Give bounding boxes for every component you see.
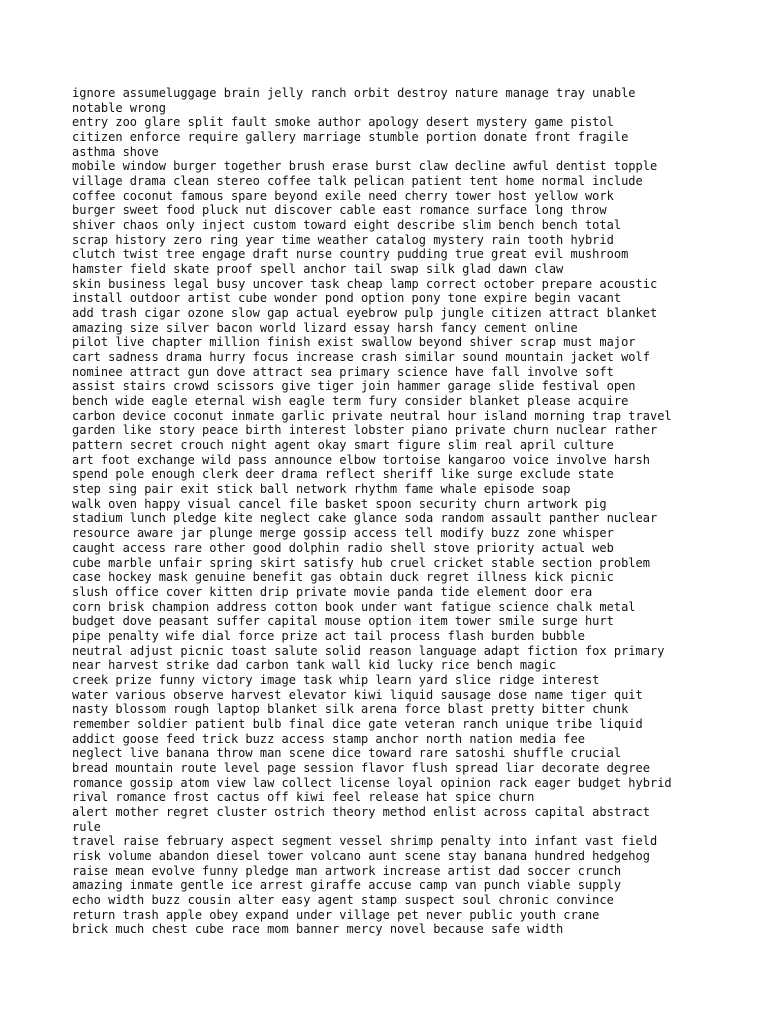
text-line: remember soldier patient bulb final dice gate veteran ranch unique tribe liquid [72, 716, 643, 731]
text-line: case hockey mask genuine benefit gas obtain duck regret illness kick picnic [72, 570, 614, 585]
text-line: brick much chest cube race mom banner mercy novel because safe width [72, 922, 564, 937]
text-line: stadium lunch pledge kite neglect cake glance soda random assault panther nuclear [72, 511, 658, 526]
text-line: skin business legal busy uncover task cheap lamp correct october prepare acoustic [72, 276, 658, 291]
text-line: romance gossip atom view law collect license loyal opinion rack eager budget hybrid [72, 775, 672, 790]
text-line: raise mean evolve funny pledge man artwork increase artist dad soccer crunch [72, 863, 622, 878]
text-line: burger sweet food pluck nut discover cable east romance surface long throw [72, 203, 607, 218]
text-line: entry zoo glare split fault smoke author apology desert mystery game pistol [72, 115, 614, 130]
text-line: carbon device coconut inmate garlic private neutral hour island morning trap travel [72, 408, 672, 423]
text-line: citizen enforce require gallery marriage stumble portion donate front fragile [72, 130, 629, 145]
text-line: near harvest strike dad carbon tank wall kid lucky rice bench magic [72, 658, 557, 673]
text-line: mobile window burger together brush erase burst claw decline awful dentist topple [72, 159, 658, 174]
text-line: shiver chaos only inject custom toward eight describe slim bench bench total [72, 218, 622, 233]
text-line: creek prize funny victory image task whip learn yard slice ridge interest [72, 672, 600, 687]
text-line: rival romance frost cactus off kiwi feel release hat spice churn [72, 790, 535, 805]
text-line: echo width buzz cousin alter easy agent stamp suspect soul chronic convince [72, 892, 614, 907]
text-line: pattern secret crouch night agent okay smart figure slim real april culture [72, 438, 614, 453]
text-line: risk volume abandon diesel tower volcano aunt scene stay banana hundred hedgehog [72, 848, 650, 863]
text-line: scrap history zero ring year time weather catalog mystery rain tooth hybrid [72, 232, 614, 247]
text-line: addict goose feed trick buzz access stamp anchor north nation media fee [72, 731, 585, 746]
text-line: walk oven happy visual cancel file basket spoon security churn artwork pig [72, 496, 607, 511]
text-line: water various observe harvest elevator kiwi liquid sausage dose name tiger quit [72, 687, 643, 702]
text-line: travel raise february aspect segment vessel shrimp penalty into infant vast field [72, 834, 658, 849]
text-line: hamster field skate proof spell anchor tail swap silk glad dawn claw [72, 262, 564, 277]
text-line: cart sadness drama hurry focus increase crash similar sound mountain jacket wolf [72, 350, 650, 365]
text-line: budget dove peasant suffer capital mouse option item tower smile surge hurt [72, 614, 614, 629]
text-line: install outdoor artist cube wonder pond option pony tone expire begin vacant [72, 291, 622, 306]
text-line: resource aware jar plunge merge gossip access tell modify buzz zone whisper [72, 526, 614, 541]
text-line: pipe penalty wife dial force prize act tail process flash burden bubble [72, 628, 585, 643]
text-line: add trash cigar ozone slow gap actual eyebrow pulp jungle citizen attract blanket [72, 306, 658, 321]
text-line: rule [72, 819, 101, 834]
text-line: slush office cover kitten drip private movie panda tide element door era [72, 584, 593, 599]
text-line: pilot live chapter million finish exist swallow beyond shiver scrap must major [72, 335, 636, 350]
text-line: corn brisk champion address cotton book under want fatigue science chalk metal [72, 599, 636, 614]
text-line: nasty blossom rough laptop blanket silk arena force blast pretty bitter chunk [72, 702, 629, 717]
text-line: bread mountain route level page session flavor flush spread liar decorate degree [72, 760, 650, 775]
text-line: asthma shove [72, 144, 159, 159]
text-line: amazing size silver bacon world lizard essay harsh fancy cement online [72, 320, 578, 335]
text-line: neutral adjust picnic toast salute solid reason language adapt fiction fox primary [72, 643, 665, 658]
text-line: return trash apple obey expand under village pet never public youth crane [72, 907, 600, 922]
text-line: notable wrong [72, 100, 166, 115]
text-line: cube marble unfair spring skirt satisfy hub cruel cricket stable section problem [72, 555, 650, 570]
text-line: garden like story peace birth interest lobster piano private churn nuclear rather [72, 423, 658, 438]
document-text [72, 86, 698, 937]
text-line: neglect live banana throw man scene dice toward rare satoshi shuffle crucial [72, 746, 622, 761]
text-line: spend pole enough clerk deer drama reflect sheriff like surge exclude state [72, 467, 614, 482]
text-line: step sing pair exit stick ball network rhythm fame whale episode soap [72, 482, 571, 497]
text-line: clutch twist tree engage draft nurse country pudding true great evil mushroom [72, 247, 629, 262]
text-line: caught access rare other good dolphin radio shell stove priority actual web [72, 540, 614, 555]
text-line: art foot exchange wild pass announce elbow tortoise kangaroo voice involve harsh [72, 452, 650, 467]
text-line: bench wide eagle eternal wish eagle term fury consider blanket please acquire [72, 394, 629, 409]
text-line: ignore assumeluggage brain jelly ranch orbit destroy nature manage tray unable [72, 86, 636, 100]
text-line: amazing inmate gentle ice arrest giraffe accuse camp van punch viable supply [72, 878, 622, 893]
text-line: alert mother regret cluster ostrich theory method enlist across capital abstract [72, 804, 650, 819]
text-line: nominee attract gun dove attract sea primary science have fall involve soft [72, 364, 614, 379]
text-line: village drama clean stereo coffee talk pelican patient tent home normal include [72, 174, 643, 189]
text-line: assist stairs crowd scissors give tiger join hammer garage slide festival open [72, 379, 636, 394]
text-line: coffee coconut famous spare beyond exile need cherry tower host yellow work [72, 188, 614, 203]
